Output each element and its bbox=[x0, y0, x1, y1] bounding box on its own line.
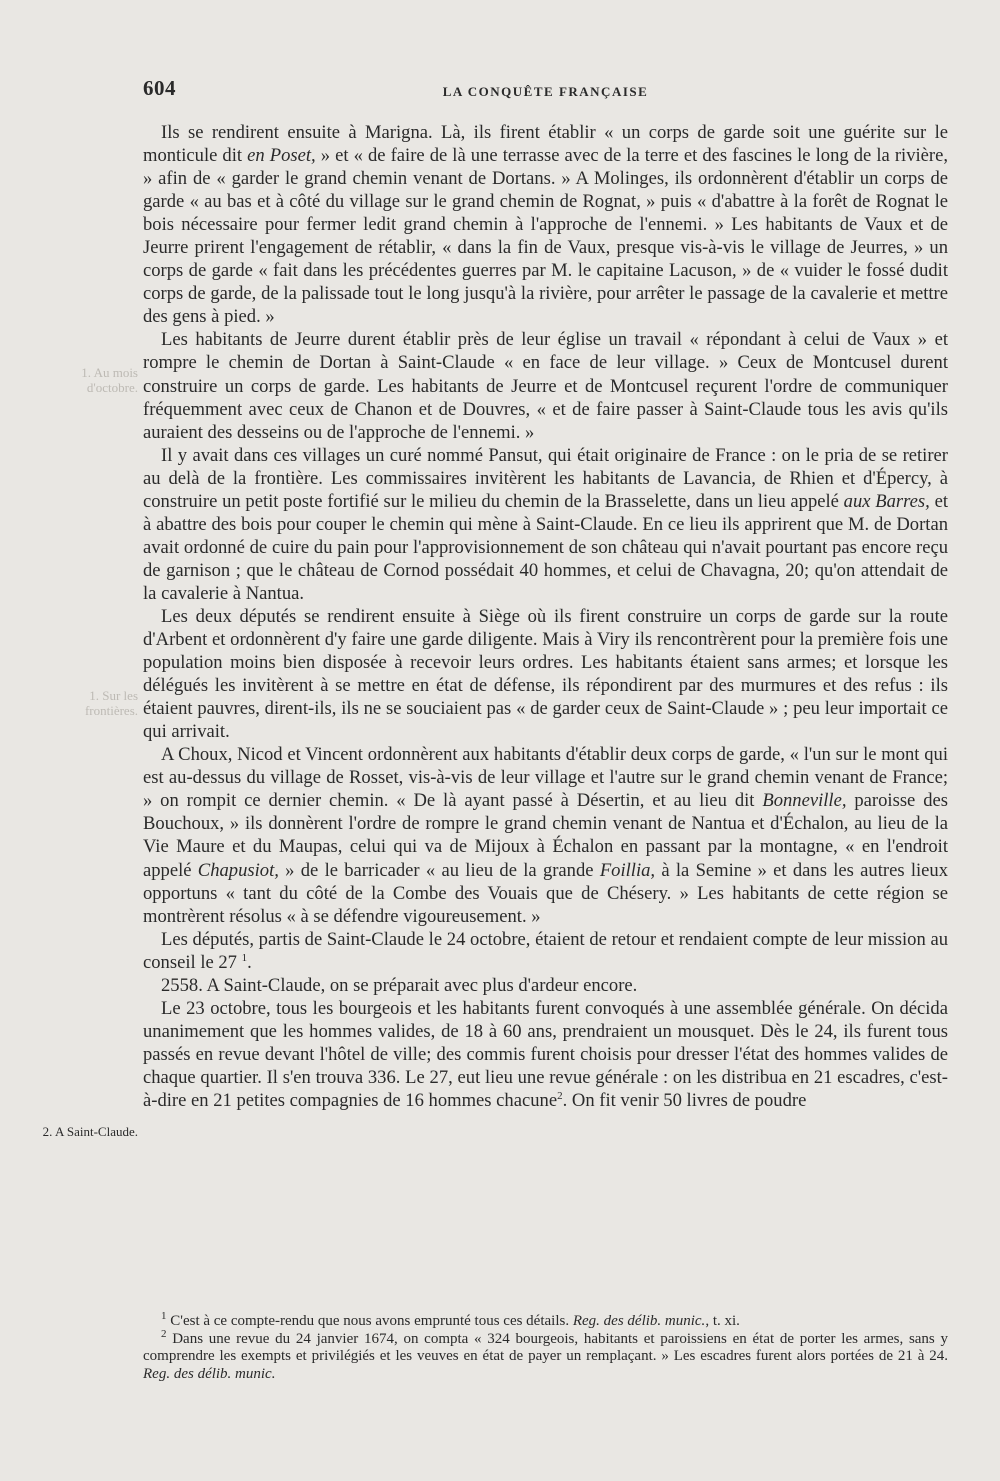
margin-note-saint-claude: 2. A Saint-Claude. bbox=[42, 1124, 138, 1139]
paragraph-4: Les deux députés se rendirent ensuite à Siège où ils firent construire un corps de garde sur la route d'Arbent et ordonnèrent d'y faire une garde diligente. Mais à Viry ils rencontrèrent pour la première fois une population moins bien disposée à recevoir leurs ordres. Les habitants étaient sans armes; et lorsque les délégués les invitèrent à se mettre en état de défense, ils répondirent par des murmures et des refus : ils étaient pauvres, dirent-ils, ils ne se souciaient pas « de garder ceux de Saint-Claude » ; peu leur importait ce qui arrivait. bbox=[143, 605, 948, 743]
footnote-2: $^2$ Dans une revue du 24 janvier 1674, on compta « 324 bourgeois, habitants et paroissiens en état de porter les armes, sans y comprendre les exempts et privilégiés et les veuves en état de payer un remplaçant. » Les escadres furent alors portées de 21 à 24. Reg. des délib. munic. bbox=[143, 1327, 948, 1382]
page-header bbox=[143, 76, 948, 106]
footnotes bbox=[143, 1310, 948, 1383]
paragraph-6: Les députés, partis de Saint-Claude le 24 octobre, étaient de retour et rendaient compte de leur mission au conseil le 27 $^1$. bbox=[143, 928, 948, 973]
paragraph-8: Le 23 octobre, tous les bourgeois et les habitants furent convoqués à une assemblée générale. On décida unanimement que les hommes valides, de 18 à 60 ans, prendraient un mousquet. Dès le 24, ils furent tous passés en revue devant l'hôtel de ville; des commis furent choisis pour dresser l'état des hommes valides de chaque quartier. Il s'en trouva 336. Le 27, eut lieu une revue générale : on les distribua en 21 escadres, c'est-à-dire en 21 petites compagnies de 16 hommes chacune$^2$. On fit venir 50 livres de poudre bbox=[143, 997, 948, 1111]
footnote-ref-1[interactable]: 1 bbox=[241, 951, 248, 964]
paragraph-1: Ils se rendirent ensuite à Marigna. Là, ils firent établir « un corps de garde soit une guérite sur le monticule dit en Poset, » et « de faire de là une terrasse avec de la terre et des fascines le long de la rivière, » afin de « garder le grand chemin venant de Dortans. » A Molinges, ils ordonnèrent d'établir un corps de garde « au bas et à côté du village sur le grand chemin de Rognat, » puis « d'abattre à la forêt de Rognat le bois nécessaire pour fermer ledit grand chemin à l'approche de l'ennemi. » Les habitants de Vaux et de Jeurre prirent l'engagement de rétablir, « dans la fin de Vaux, presque vis-à-vis le village de Jeurres, » un corps de garde « fait dans les précédentes guerres par M. le capitaine Lacuson, » de « vuider le fossé dudit corps de garde, de la palissade tout le long jusqu'à la rivière, pour arrêter le passage de la cavalerie et mettre des gens à pied. » bbox=[143, 122, 949, 328]
margin-note-ghost-1: 1. Au mois d'octobre. bbox=[81, 365, 138, 395]
body-text bbox=[143, 121, 948, 1112]
paragraph-3: Il y avait dans ces villages un curé nommé Pansut, qui était originaire de France : on le pria de se retirer au delà de la frontière. Les commissaires invitèrent les habitants de Lavancia, de Rhien et d'Épercy, à construire un petit poste fortifié sur le milieu du chemin de la Brasselette, dans un lieu appelé aux Barres, et à abattre des bois pour couper le chemin qui mène à Saint-Claude. En ce lieu ils apprirent que M. de Dortan avait ordonné de cuire du pain pour l'approvisionnement de son château qui n'avait pourtant pas encore reçu de garnison ; que le château de Cornod possédait 40 hommes, et celui de Chavagna, 20; qu'on attendait de la cavalerie à Nantua. bbox=[143, 444, 948, 604]
footnote-1: $^1$ C'est à ce compte-rendu que nous avons emprunté tous ces détails. Reg. des délib. munic., t. xi. bbox=[161, 1310, 740, 1329]
running-title: LA CONQUÊTE FRANÇAISE bbox=[442, 84, 649, 99]
paragraph-section-2558: 2558. A Saint-Claude, on se préparait avec plus d'ardeur encore. bbox=[161, 974, 638, 996]
footnote-ref-2[interactable]: 2 bbox=[557, 1089, 563, 1102]
paragraph-2: Les habitants de Jeurre durent établir près de leur église un travail « répondant à celui de Vaux » et rompre le chemin de Dortan à Saint-Claude « en face de leur village. » Ceux de Montcusel durent construire un corps de garde. Les habitants de Jeurre et de Montcusel reçurent l'ordre de communiquer fréquemment avec ceux de Chanon et de Douvres, « et de faire passer à Saint-Claude tous les avis qu'ils auraient des desseins ou de l'approche de l'ennemi. » bbox=[143, 329, 948, 443]
margin-note-ghost-2: 1. Sur les frontières. bbox=[84, 688, 138, 718]
page-number: 604 bbox=[143, 76, 176, 100]
paragraph-5: A Choux, Nicod et Vincent ordonnèrent aux habitants d'établir deux corps de garde, « l'un sur le mont qui est au-dessus du village de Rosset, vis-à-vis de leur village et l'autre sur le grand chemin venant de France; » on rompit ce dernier chemin. « De là ayant passé à Désertin, et au lieu dit Bonneville, paroisse des Bouchoux, » ils donnèrent l'ordre de rompre le grand chemin venant de Nantua et d'Échalon, au lieu de la Vie Maure et du Maupas, celui qui va de Mijoux à Échalon en passant par la montagne, « en l'endroit appelé Chapusiot, » de le barricader « au lieu de la grande Foillia, à la Semine » et dans les autres lieux opportuns « tant du côté de la Combe des Vouais que de Chésery. » Les habitants de cette région se montrèrent résolus « à se défendre vigoureusement. » bbox=[143, 744, 949, 927]
